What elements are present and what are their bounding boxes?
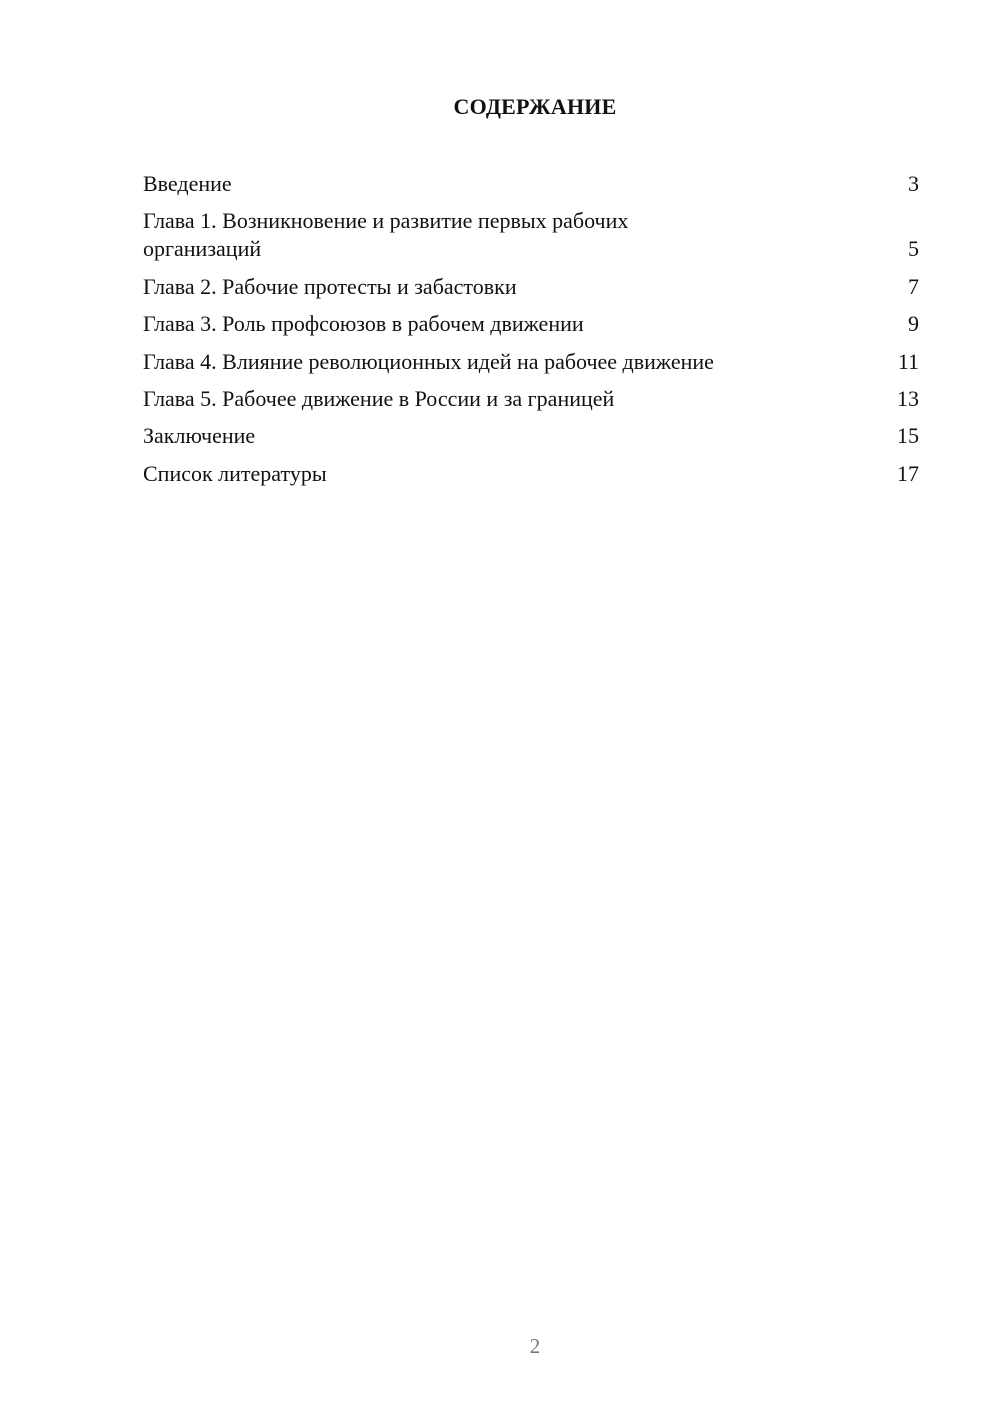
toc-entry-page: 5 — [908, 236, 919, 262]
toc-entry-page: 13 — [897, 385, 919, 411]
toc-entry-bibliography — [143, 460, 919, 488]
toc-entry-text: Глава 1. Возникновение и развитие первых рабочих организаций — [143, 208, 629, 262]
toc-entry-chapter-2 — [143, 273, 919, 301]
toc-entry-page: 3 — [908, 171, 919, 196]
toc-entry-text: Список литературы — [143, 460, 327, 486]
toc-entry-introduction — [143, 170, 919, 198]
toc-entry-page: 7 — [908, 273, 919, 299]
toc-entry-chapter-3 — [143, 310, 919, 338]
toc-entry-text: Глава 2. Рабочие протесты и забастовки — [143, 273, 517, 299]
table-of-contents — [143, 170, 919, 497]
toc-entry-text: Глава 5. Рабочее движение в России и за границей — [143, 385, 615, 411]
toc-entry-text: Заключение — [143, 423, 256, 449]
toc-entry-text: Введение — [143, 171, 232, 196]
page-number: 2 — [529, 1334, 541, 1358]
toc-entry-page: 15 — [897, 423, 919, 449]
toc-title: СОДЕРЖАНИЕ — [453, 94, 617, 119]
toc-entry-page: 9 — [908, 311, 919, 337]
toc-entry-chapter-1 — [143, 207, 919, 263]
toc-entry-chapter-5 — [143, 385, 919, 413]
toc-entry-text: Глава 3. Роль профсоюзов в рабочем движении — [143, 311, 584, 337]
toc-entry-page: 11 — [897, 348, 919, 374]
toc-entry-page: 17 — [897, 460, 919, 486]
toc-entry-text: Глава 4. Влияние революционных идей на рабочее движение — [143, 348, 714, 374]
toc-entry-chapter-4 — [143, 348, 919, 376]
toc-entry-conclusion — [143, 422, 919, 450]
